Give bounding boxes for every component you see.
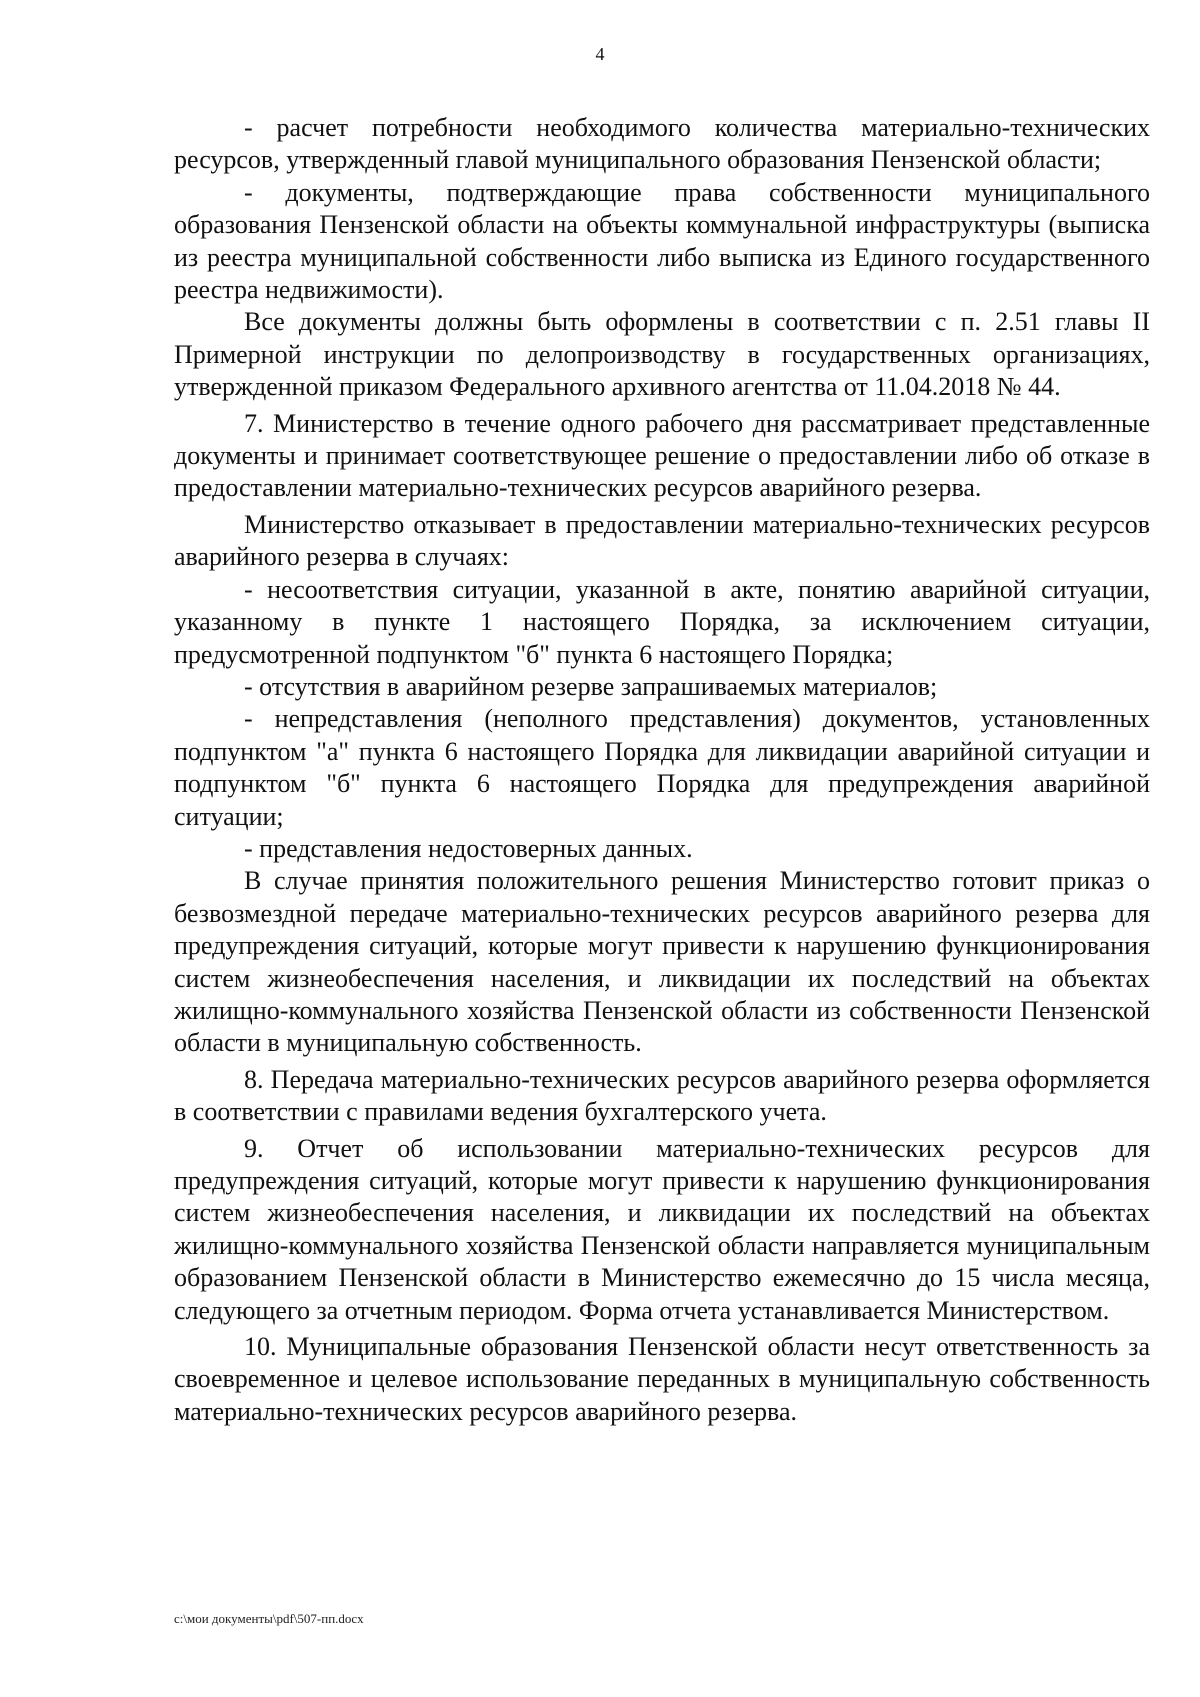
- paragraph-refusal-absence: - отсутствия в аварийном резерве запрашиваемых материалов;: [244, 671, 938, 701]
- paragraph-item-9: 9. Отчет об использовании материально-технических ресурсов для предупреждения ситуаций, которые могут привести к нарушению функционирования систем жизнеобеспечения населения, и ликвидации их последствий на объектах жилищно-коммунального хозяйства Пензенской области направляется муниципальным образованием Пензенской области в Министерство ежемесячно до 15 числа месяца, следующего за отчетным периодом. Форма отчета устанавливается Министерством.: [174, 1133, 1150, 1325]
- paragraph-positive-decision: В случае принятия положительного решения Министерство готовит приказ о безвозмездной передаче материально-технических ресурсов аварийного резерва для предупреждения ситуаций, которые могут привести к нарушению функционирования систем жизнеобеспечения населения, и ликвидации их последствий на объектах жилищно-коммунального хозяйства Пензенской области из собственности Пензенской области в муниципальную собственность.: [174, 866, 1150, 1058]
- paragraph-refusal-cases: Министерство отказывает в предоставлении материально-технических ресурсов аварийного резерва в случаях:: [174, 509, 1150, 572]
- document-body: [174, 112, 1150, 1428]
- paragraph-refusal-mismatch: - несоответствия ситуации, указанной в акте, понятию аварийной ситуации, указанному в пункте 1 настоящего Порядка, за исключением ситуации, предусмотренной подпунктом "б" пункта 6 настоящего Порядка;: [174, 574, 1150, 669]
- paragraph-item-7: 7. Министерство в течение одного рабочего дня рассматривает представленные документы и принимает соответствующее решение о предоставлении либо об отказе в предоставлении материально-технических ресурсов аварийного резерва.: [174, 408, 1150, 503]
- paragraph-refusal-false-data: - представления недостоверных данных.: [244, 833, 693, 863]
- paragraph-refusal-nonsubmission: - непредставления (неполного представления) документов, установленных подпунктом "а" пункта 6 настоящего Порядка для ликвидации аварийной ситуации и подпунктом "б" пункта 6 настоящего Порядка для предупреждения аварийной ситуации;: [174, 704, 1150, 831]
- paragraph-calculation: - расчет потребности необходимого количества материально-технических ресурсов, утвержденный главой муниципального образования Пензенской области;: [174, 113, 1150, 175]
- paragraph-item-8: 8. Передача материально-технических ресурсов аварийного резерва оформляется в соответствии с правилами ведения бухгалтерского учета.: [174, 1064, 1150, 1127]
- page-number: 4: [595, 44, 605, 64]
- paragraph-formatting-requirement: Все документы должны быть оформлены в соответствии с п. 2.51 главы II Примерной инструкции по делопроизводству в государственных организациях, утвержденной приказом Федерального архивного агентства от 11.04.2018 № 44.: [174, 307, 1150, 402]
- footer-file-path: c:\мои документы\pdf\507-пп.docx: [174, 1611, 364, 1626]
- paragraph-item-10: 10. Муниципальные образования Пензенской области несут ответственность за своевременное и целевое использование переданных в муниципальную собственность материально-технических ресурсов аварийного резерва.: [174, 1332, 1150, 1426]
- paragraph-ownership-documents: - документы, подтверждающие права собственности муниципального образования Пензенской области на объекты коммунальной инфраструктуры (выписка из реестра муниципальной собственности либо выписка из Единого государственного реестра недвижимости).: [174, 177, 1150, 305]
